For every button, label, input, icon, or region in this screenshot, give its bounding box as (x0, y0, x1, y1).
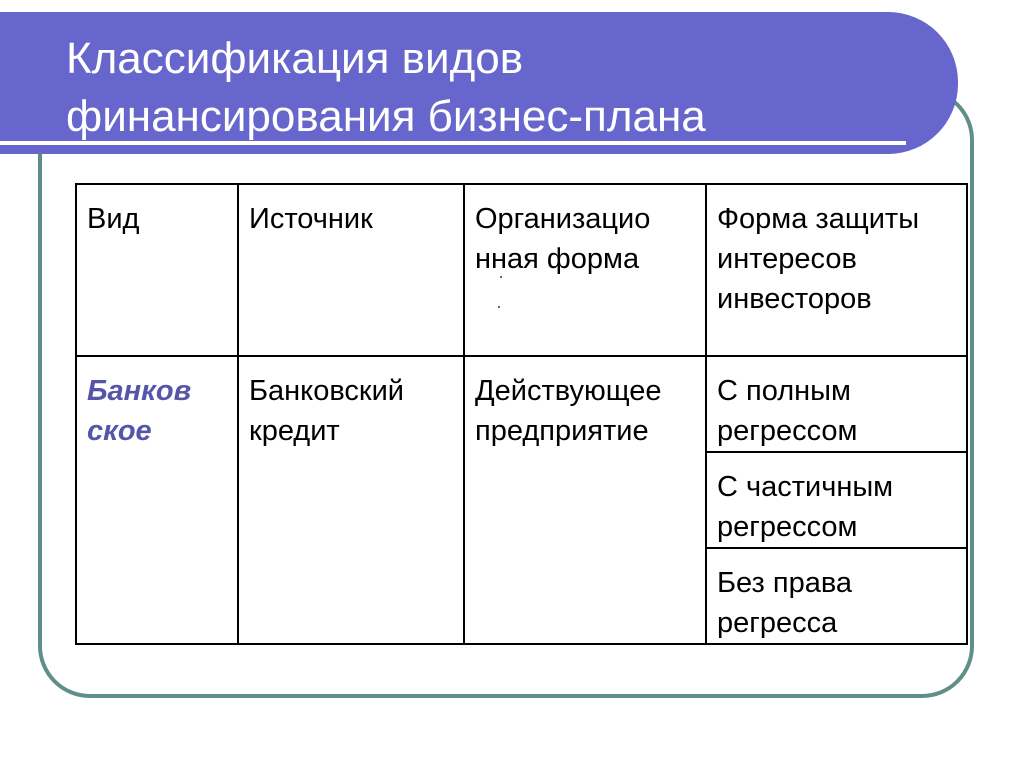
header-org-form (464, 184, 706, 356)
header-org-form-line-1: Организацио (475, 203, 651, 235)
header-protection-line-3: инвесторов (717, 283, 872, 315)
cell-type (76, 356, 238, 644)
type-label-line-1: Банков (87, 375, 192, 407)
source-line-1: Банковский (249, 375, 404, 407)
stray-dot (500, 276, 502, 278)
title-underline (0, 141, 906, 145)
table-row (76, 356, 967, 452)
title-line-2: финансирования бизнес-плана (66, 92, 706, 141)
protection-full-line-2: регрессом (717, 415, 858, 447)
protection-none-line-2: регресса (717, 607, 838, 639)
type-label-line-2: ское (87, 415, 152, 447)
protection-partial-line-2: регрессом (717, 511, 858, 543)
title-banner (0, 12, 958, 154)
header-org-form-line-2: нная форма (475, 243, 640, 275)
source-line-2: кредит (249, 415, 340, 447)
header-protection-line-2: интересов (717, 243, 857, 275)
classification-table (75, 183, 968, 645)
header-protection (706, 184, 967, 356)
cell-protection-full (706, 356, 967, 452)
header-source (238, 184, 464, 356)
cell-source (238, 356, 464, 644)
stray-dot (498, 306, 500, 308)
org-form-line-1: Действующее (475, 375, 662, 407)
protection-full-line-1: С полным (717, 375, 851, 407)
header-type (76, 184, 238, 356)
header-protection-line-1: Форма защиты (717, 203, 920, 235)
header-source-text: Источник (249, 203, 373, 235)
title-line-1: Классификация видов (66, 34, 524, 83)
protection-none-line-1: Без права (717, 567, 853, 599)
protection-partial-line-1: С частичным (717, 471, 894, 503)
cell-protection-none (706, 548, 967, 644)
table-header-row (76, 184, 967, 356)
header-type-text: Вид (87, 203, 140, 235)
org-form-line-2: предприятие (475, 415, 649, 447)
cell-protection-partial (706, 452, 967, 548)
cell-org-form (464, 356, 706, 644)
